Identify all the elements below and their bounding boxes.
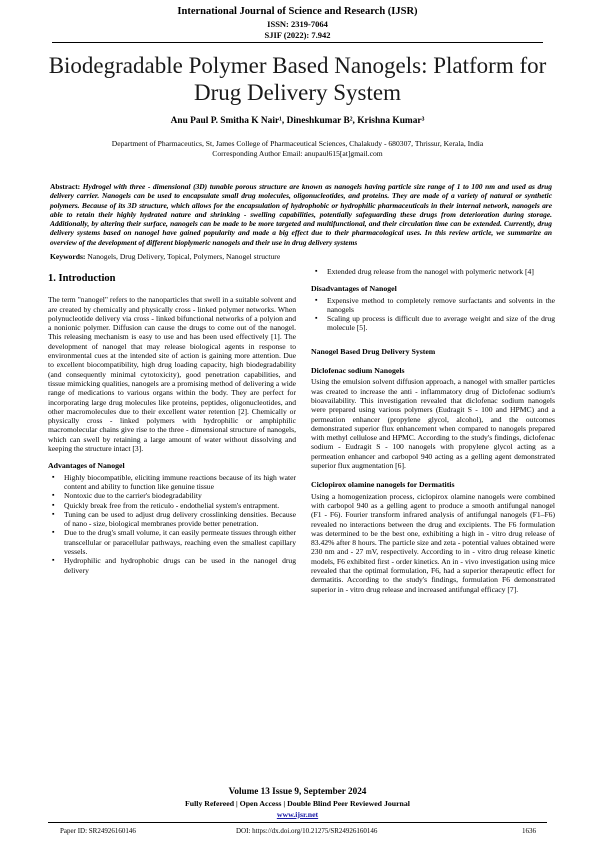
keywords-text: Nanogels, Drug Delivery, Topical, Polymers, Nanogel structure (87, 252, 281, 261)
disadvantages-heading: Disadvantages of Nanogel (311, 284, 397, 294)
journal-issn: ISSN: 2319-7064 (267, 19, 328, 29)
introduction-paragraph: The term "nanogel" refers to the nanoparticles that swell in a suitable solvent and are created by chemically and physically cross - linked polymer networks. When polynucleotide delivery via cross - linked bifunctional networks of a polyion and a nonionic polymer. Diffusion can cause the drugs to come out of the nanogel. This releasing mechanism is easy to use and has been used effectively [1]. The development of nanogel that may release biological agents in response to environmental cues at the intended site of action is gaining more attention. Due to excellent biocompatibility, high drug loading capacity, high biodegradability (and consequently minimal cytotoxicity), good penetration capabilities, and tissue mimicking qualities, nanogels are a promising method of delivering a wide range of medications to various organs within the body. They are perfect for incorporating large drug molecules like proteins, peptides, oligonucleotides, and other macromolecules due to their excellent water retention [2]. Chemically or physically cross - linked polymers with hydrophilic or amphiphilic macromolecular chains give rise to the three - dimensional structure of nanogels, which can swell by retaining a large amount of water without dissolving and keeping the structure intact [3]. (48, 295, 296, 454)
advantage-item: ▪ Due to the drug's small volume, it can easily permeate tissues through either transcellular or paracellular pathways, reaching even the smallest capillary vessels. (64, 528, 296, 556)
header-divider (52, 42, 543, 43)
advantages-list-continued (311, 267, 555, 276)
ciclopirox-heading: Ciclopirox olamine nanogels for Dermatitis (311, 480, 455, 490)
keywords (50, 252, 552, 261)
abstract (50, 182, 552, 247)
disadvantage-item: ▪ Expensive method to completely remove surfactants and solvents in the nanogels (327, 296, 555, 315)
doi-link[interactable]: DOI: https://dx.doi.org/10.21275/SR24926160146 (236, 827, 378, 835)
footer-divider (48, 822, 547, 823)
journal-title: International Journal of Science and Research (IJSR) (177, 6, 418, 17)
disadvantages-list (311, 296, 555, 333)
author-list: Anu Paul P. Smitha K Nair¹, Dineshkumar B², Krishna Kumar³ (170, 116, 425, 126)
introduction-heading: 1. Introduction (48, 273, 116, 284)
paper-id: Paper ID: SR24926160146 (60, 827, 136, 835)
advantage-item: ▪ Quickly break free from the reticulo - endothelial system's entrapment. (64, 501, 296, 510)
footer-refereed: Fully Refereed | Open Access | Double Blind Peer Reviewed Journal (185, 799, 410, 808)
advantage-item: ▪ Nontoxic due to the carrier's biodegradability (64, 491, 296, 500)
disadvantage-item: ▪ Scaling up process is difficult due to average weight and size of the drug molecule [5]. (327, 314, 555, 333)
affiliation-block (0, 139, 595, 159)
advantage-item: ▪ Extended drug release from the nanogel with polymeric network [4] (327, 267, 555, 276)
advantage-item: ▪ Highly biocompatible, eliciting immune reactions because of its high water content and ability to function like genuine tissue (64, 473, 296, 492)
affiliation: Department of Pharmaceutics, St, James College of Pharmaceutical Sciences, Chalakudy - 680307, Thrissur, Kerala, India (111, 139, 484, 148)
abstract-label: Abstract: (50, 182, 81, 191)
advantage-item: ▪ Tuning can be used to adjust drug delivery crosslinking densities. Because of nano - size, biological membranes provide better penetration. (64, 510, 296, 529)
abstract-text: Hydrogel with three - dimensional (3D) tunable porous structure are known as nanogels having particle size range of 1 to 100 nm and used as drug delivery carrier. Nanogels can be used to encapsulate small drug molecules, oligonucleotides, and proteins. They are made of a variety of natural or synthetic polymers. Because of its 3D structure, which allows for the encapsulation of hydrophobic or hydrophilic pharmaceuticals in their internal network, nanogels are able to retain their highly hydrated nature and shrinking - swelling capabilities, potentially safeguarding these drugs from deterioration during storage. Additionally, by altering their surface, nanogels can be made to be more targeted and multifunctional, and their circulation time can be extended. Currently, drug delivery systems based on nanogel have gained popularity and made a big effect due to their pharmacological uses. In this review article, we summarize an overview of the development of different bioplymeric nanogels and their use in drug delivery systems (50, 182, 552, 247)
journal-sjif: SJIF (2022): 7.942 (264, 30, 331, 40)
ciclopirox-paragraph: Using a homogenization process, ciclopirox olamine nanogels were combined with carbopol 940 as a gelling agent to produce a smooth antifungal nanogel (F1 - F6). Fourier transform infrared analysis of antifungal nanogels (F1–F6) revealed no interactions between the drug and excipients. The F6 formulation was determined to be the best one, exhibiting a high in - vitro drug release of 83.42% after 8 hours. The particle size and zeta - potential values obtained were 230 nm and - 27 mV, respectively. According to in - vitro drug release kinetic models, F6 exhibited first - order kinetics. An in - vivo investigation using mice revealed that the optimal formulation, F6, had a superior therapeutic effect for dermatitis. According to the study's findings, formulation F6 demonstrated superior in - vitro drug release and increased antifungal efficacy [7]. (311, 491, 555, 594)
advantages-heading: Advantages of Nanogel (48, 461, 125, 471)
corresponding-email: Corresponding Author Email: anupaul615[at]gmail.com (212, 149, 383, 158)
footer-volume: Volume 13 Issue 9, September 2024 (228, 786, 367, 796)
keywords-label: Keywords: (50, 252, 86, 261)
drug-delivery-system-heading: Nanogel Based Drug Delivery System (311, 346, 436, 356)
paper-title: Biodegradable Polymer Based Nanogels: Platform for Drug Delivery System (48, 53, 547, 105)
page-number: 1636 (522, 827, 536, 835)
advantage-item: ▪ Hydrophilic and hydrophobic drugs can be used in the nanogel drug delivery (64, 556, 296, 575)
diclofenac-paragraph: Using the emulsion solvent diffusion approach, a nanogel with smaller particles was created to increase the anti - inflammatory drug of Diclofenac sodium's bioavailability. This investigation revealed that diclofenac sodium nanogels were prepared using various polymers (Eudragit S - 100 and HPMC) and a permeation enhancer (propylene glycol, alcohol), and the outcomes demonstrated superior flux enhancement when compared to nanogels prepared with methyl cellulose and HPMC. According to the study's findings, diclofenac sodium - Eudragit S - 100 nanogels with propylene glycol acting as a permeation enhancer and carbopol 940 acting as a gelling agent demonstrated superior flux augmentation [6]. (311, 377, 555, 471)
right-column (311, 267, 555, 594)
advantages-list (48, 473, 296, 575)
journal-link[interactable]: www.ijsr.net (276, 810, 319, 819)
left-column (48, 267, 296, 575)
diclofenac-heading: Diclofenac sodium Nanogels (311, 366, 405, 376)
